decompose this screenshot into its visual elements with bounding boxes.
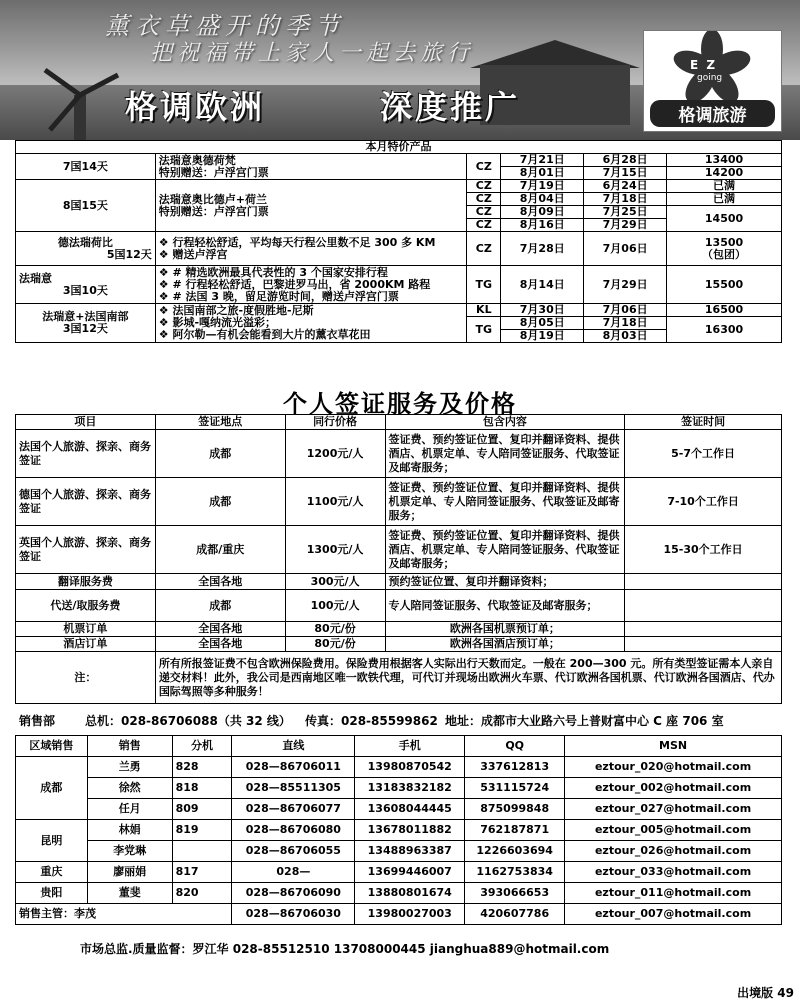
sales-qq: 393066653 (465, 883, 565, 904)
note-line: ❖ 影城-嘎纳流光溢彩； (158, 316, 277, 329)
depart-date: 7月19日 (501, 180, 584, 193)
sales-name: 董斐 (87, 883, 172, 904)
sales-ext: 828 (172, 757, 232, 778)
depart-date: 8月04日 (501, 193, 584, 206)
sales-name: 兰勇 (87, 757, 172, 778)
note-line: ❖ # 法国 3 晚，留足游览时间，赠送卢浮宫门票 (158, 289, 399, 303)
visa-item: 德国个人旅游、探亲、商务签证 (16, 478, 156, 526)
product-days: 3国10天 (62, 283, 108, 297)
depart-date: 7月21日 (501, 154, 584, 167)
sales-name: 林娟 (87, 820, 172, 841)
sales-header-row (16, 736, 782, 757)
region: 成都 (16, 757, 88, 820)
product-title: 法瑞意 (19, 271, 52, 285)
return-date: 7月29日 (584, 219, 667, 232)
sales-line: 028—86706011 (232, 757, 355, 778)
route-text: 法瑞意奥比德卢+荷兰 (158, 192, 268, 206)
price: 16300 (667, 317, 782, 343)
visa-table (15, 414, 782, 704)
note-line: ❖ 法国南部之旅-度假胜地-尼斯 (158, 304, 314, 317)
sales-fax: 传真：028-85599862 (305, 714, 438, 728)
sales-line: 028— (232, 862, 355, 883)
visa-price: 100元/人 (285, 590, 385, 622)
return-date: 7月06日 (584, 304, 667, 317)
header-region: 区域销售 (16, 736, 88, 757)
airline: CZ (467, 219, 501, 232)
sales-qq: 1226603694 (465, 841, 565, 862)
table-row (16, 304, 782, 317)
depart-date: 8月14日 (501, 266, 584, 304)
price: 已满 (667, 193, 782, 206)
sales-hotline: 总机：028-86706088（共 32 线） (85, 714, 291, 728)
return-date: 6月24日 (584, 180, 667, 193)
price-note: （包团） (702, 247, 747, 261)
product-name: 7国14天 (16, 154, 156, 180)
header-mobile: 手机 (355, 736, 465, 757)
sales-msn[interactable]: eztour_011@hotmail.com (565, 883, 782, 904)
visa-content: 欧洲各国酒店预订单； (385, 637, 625, 652)
table-row (16, 478, 782, 526)
table-row (16, 526, 782, 574)
logo-name: 格调旅游 (650, 100, 775, 127)
poem-line-1: 薰衣草盛开的季节 (105, 12, 345, 40)
sales-qq: 1162753834 (465, 862, 565, 883)
visa-item: 代送/取服务费 (16, 590, 156, 622)
table-row (16, 154, 782, 167)
manager-msn[interactable]: eztour_007@hotmail.com (565, 904, 782, 925)
visa-content: 欧洲各国机票预订单； (385, 622, 625, 637)
return-date: 7月15日 (584, 167, 667, 180)
specials-table (15, 140, 782, 343)
visa-place: 成都/重庆 (155, 526, 285, 574)
product-name (16, 304, 156, 343)
sales-msn[interactable]: eztour_027@hotmail.com (565, 799, 782, 820)
note-line: ❖ # 行程轻松舒适，巴黎进罗马出，省 2000KM 路程 (158, 277, 431, 291)
visa-note-row (16, 652, 782, 704)
airline: TG (467, 266, 501, 304)
depart-date: 7月30日 (501, 304, 584, 317)
visa-item: 酒店订单 (16, 637, 156, 652)
sales-table (15, 735, 782, 925)
product-days: 5国12天 (106, 247, 152, 261)
return-date: 7月29日 (584, 266, 667, 304)
sales-qq: 762187871 (465, 820, 565, 841)
page-number: 出境版 49 (737, 986, 794, 1000)
sales-qq: 531115724 (465, 778, 565, 799)
depart-date: 7月28日 (501, 232, 584, 266)
return-date: 7月06日 (584, 232, 667, 266)
visa-content: 签证费、预约签证位置、复印并翻译资料、提供酒店、机票定单、专人陪同签证服务、代取签证及邮寄服务； (385, 430, 625, 478)
table-row (16, 820, 782, 841)
header-sales: 销售 (87, 736, 172, 757)
sales-name: 徐然 (87, 778, 172, 799)
visa-item: 法国个人旅游、探亲、商务签证 (16, 430, 156, 478)
sales-qq: 875099848 (465, 799, 565, 820)
manager-mobile: 13980027003 (355, 904, 465, 925)
visa-price: 80元/份 (285, 637, 385, 652)
header-time: 签证时间 (625, 415, 782, 430)
logo-text: E Z (690, 58, 718, 72)
product-title: 法瑞意+法国南部 (42, 310, 129, 323)
price (667, 232, 782, 266)
product-title: 德法瑞荷比 (57, 235, 113, 249)
sales-qq: 337612813 (465, 757, 565, 778)
visa-section-title: 个人签证服务及价格 (283, 389, 517, 418)
header-content: 包含内容 (385, 415, 625, 430)
return-date: 7月18日 (584, 193, 667, 206)
sales-ext: 809 (172, 799, 232, 820)
visa-place: 全国各地 (155, 574, 285, 590)
gift-text: 特别赠送：卢浮宫门票 (158, 165, 269, 179)
title-right: 深度推广 (380, 88, 521, 126)
return-date: 6月28日 (584, 154, 667, 167)
price-value: 13500 (704, 235, 744, 249)
return-date: 8月03日 (584, 330, 667, 343)
visa-price: 1100元/人 (285, 478, 385, 526)
table-row (16, 637, 782, 652)
visa-place: 成都 (155, 590, 285, 622)
note-line: ❖ # 精选欧洲最具代表性的 3 个国家安排行程 (158, 265, 388, 279)
sales-line: 028—86706080 (232, 820, 355, 841)
visa-time (625, 622, 782, 637)
sales-msn[interactable]: eztour_020@hotmail.com (565, 757, 782, 778)
note-line: ❖ 行程轻松舒适，平均每天行程公里数不足 300 多 KM (158, 235, 436, 249)
visa-time: 15-30个工作日 (625, 526, 782, 574)
sales-mobile: 13880801674 (355, 883, 465, 904)
visa-header-row (16, 415, 782, 430)
sales-mobile: 13183832182 (355, 778, 465, 799)
sales-mobile: 13488963387 (355, 841, 465, 862)
table-row (16, 574, 782, 590)
sales-ext: 819 (172, 820, 232, 841)
visa-place: 成都 (155, 430, 285, 478)
header-place: 签证地点 (155, 415, 285, 430)
table-row (16, 799, 782, 820)
airline: CZ (467, 232, 501, 266)
product-name: 8国15天 (16, 180, 156, 232)
table-row (16, 904, 782, 925)
price: 14200 (667, 167, 782, 180)
sales-line: 028—86706090 (232, 883, 355, 904)
visa-place: 全国各地 (155, 637, 285, 652)
airline: KL (467, 304, 501, 317)
airline: CZ (467, 193, 501, 206)
sales-mobile: 13608044445 (355, 799, 465, 820)
airline: TG (467, 317, 501, 343)
product-route (155, 180, 467, 232)
price: 13400 (667, 154, 782, 167)
visa-item: 英国个人旅游、探亲、商务签证 (16, 526, 156, 574)
note-text: 所有所报签证费不包含欧洲保险费用。保险费用根据客人实际出行天数而定。一般在 200—300 元。所有类型签证需本人亲自递交材料！此外，我公司是西南地区唯一欧铁代理，可代订并现场出欧洲火车票、代订欧洲各国机票、代订欧洲各国酒店、代办国际驾照等多种服务！ (155, 652, 781, 704)
depart-date: 8月01日 (501, 167, 584, 180)
price: 16500 (667, 304, 782, 317)
visa-content: 预约签证位置、复印并翻译资料； (385, 574, 625, 590)
depart-date: 8月16日 (501, 219, 584, 232)
airline: CZ (467, 206, 501, 219)
note-label: 注： (16, 652, 156, 704)
sales-line: 028—85511305 (232, 778, 355, 799)
footer-contact: 市场总监.质量监督：罗江华 028-85512510 13708000445 jianghua889@hotmail.com (80, 942, 610, 956)
visa-time (625, 637, 782, 652)
sales-address: 地址：成都市大业路六号上普财富中心 C 座 706 室 (445, 714, 724, 728)
visa-item: 翻译服务费 (16, 574, 156, 590)
sales-mobile: 13678011882 (355, 820, 465, 841)
sales-line: 028—86706055 (232, 841, 355, 862)
visa-time: 5-7个工作日 (625, 430, 782, 478)
table-row (16, 232, 782, 266)
sales-line: 028—86706077 (232, 799, 355, 820)
visa-time: 7-10个工作日 (625, 478, 782, 526)
return-date: 7月18日 (584, 317, 667, 330)
sales-ext (172, 841, 232, 862)
sales-label: 销售部 (19, 714, 56, 728)
note-line: ❖ 赠送卢浮宫 (158, 247, 228, 261)
route-text: 法瑞意奥德荷梵 (158, 153, 236, 167)
specials-header: 本月特价产品 (16, 141, 782, 154)
visa-time (625, 574, 782, 590)
table-row (16, 778, 782, 799)
visa-time (625, 590, 782, 622)
price: 15500 (667, 266, 782, 304)
table-row (16, 883, 782, 904)
sales-msn[interactable]: eztour_033@hotmail.com (565, 862, 782, 883)
visa-price: 300元/人 (285, 574, 385, 590)
header-ext: 分机 (172, 736, 232, 757)
table-row (16, 266, 782, 304)
manager-qq: 420607786 (465, 904, 565, 925)
logo-going: going (697, 73, 723, 83)
product-notes (155, 304, 467, 343)
manager-line: 028—86706030 (232, 904, 355, 925)
note-line: ❖ 阿尔勒—有机会能看到大片的薰衣草花田 (158, 328, 371, 341)
sales-msn[interactable]: eztour_002@hotmail.com (565, 778, 782, 799)
table-row (16, 622, 782, 637)
region: 贵阳 (16, 883, 88, 904)
region: 昆明 (16, 820, 88, 862)
visa-place: 成都 (155, 478, 285, 526)
title-left: 格调欧洲 (125, 88, 266, 126)
sales-name: 李党琳 (87, 841, 172, 862)
sales-msn[interactable]: eztour_026@hotmail.com (565, 841, 782, 862)
product-notes (155, 266, 467, 304)
table-row (16, 180, 782, 193)
product-days: 3国12天 (62, 322, 108, 335)
sales-mobile: 13699446007 (355, 862, 465, 883)
sales-name: 廖丽娟 (87, 862, 172, 883)
airline: CZ (467, 154, 501, 180)
visa-content: 专人陪同签证服务、代取签证及邮寄服务； (385, 590, 625, 622)
sales-name: 任月 (87, 799, 172, 820)
product-notes (155, 232, 467, 266)
product-name (16, 266, 156, 304)
depart-date: 8月09日 (501, 206, 584, 219)
price: 已满 (667, 180, 782, 193)
product-route (155, 154, 467, 180)
table-row (16, 862, 782, 883)
region: 重庆 (16, 862, 88, 883)
sales-mobile: 13980870542 (355, 757, 465, 778)
header-line: 直线 (232, 736, 355, 757)
visa-item: 机票订单 (16, 622, 156, 637)
airline: CZ (467, 180, 501, 193)
header-item: 项目 (16, 415, 156, 430)
product-name (16, 232, 156, 266)
visa-price: 1200元/人 (285, 430, 385, 478)
poem-line-2: 把祝福带上家人一起去旅行 (150, 41, 475, 66)
return-date: 7月25日 (584, 206, 667, 219)
visa-content: 签证费、预约签证位置、复印并翻译资料、提供酒店、机票定单、专人陪同签证服务、代取签证及邮寄服务； (385, 526, 625, 574)
depart-date: 8月05日 (501, 317, 584, 330)
header-price: 同行价格 (285, 415, 385, 430)
table-row (16, 757, 782, 778)
table-row (16, 841, 782, 862)
price: 14500 (667, 206, 782, 232)
sales-manager: 销售主管：李茂 (16, 904, 232, 925)
sales-msn[interactable]: eztour_005@hotmail.com (565, 820, 782, 841)
visa-place: 全国各地 (155, 622, 285, 637)
table-row (16, 590, 782, 622)
sales-ext: 817 (172, 862, 232, 883)
visa-price: 1300元/人 (285, 526, 385, 574)
header-qq: QQ (465, 736, 565, 757)
visa-price: 80元/份 (285, 622, 385, 637)
header-msn: MSN (565, 736, 782, 757)
sales-ext: 820 (172, 883, 232, 904)
gift-text: 特别赠送：卢浮宫门票 (158, 204, 269, 218)
windmill-icon (40, 60, 120, 140)
house-roof (470, 40, 640, 68)
visa-content: 签证费、预约签证位置、复印并翻译资料、提供机票定单、专人陪同签证服务、代取签证及邮寄服务； (385, 478, 625, 526)
sales-ext: 818 (172, 778, 232, 799)
table-row (16, 430, 782, 478)
depart-date: 8月19日 (501, 330, 584, 343)
